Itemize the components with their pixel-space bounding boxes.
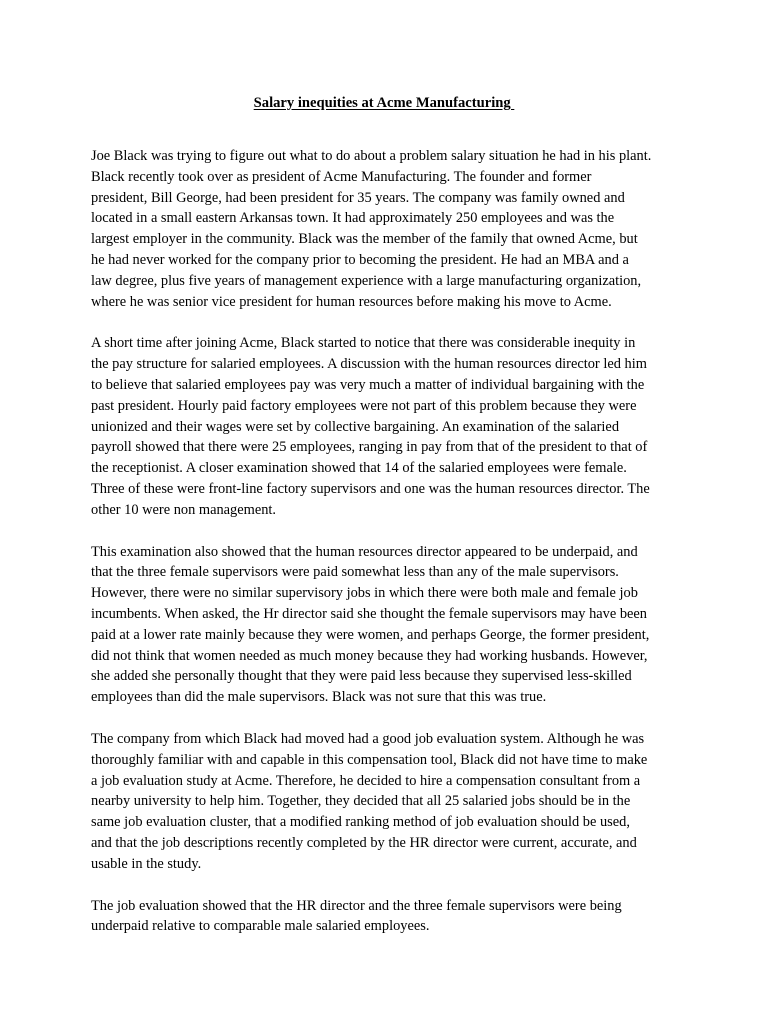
- paragraph-line: paid at a lower rate mainly because they were women, and perhaps George, the former president,: [91, 626, 650, 643]
- paragraph-line: law degree, plus five years of management experience with a large manufacturing organization,: [91, 272, 642, 289]
- paragraph-line: where he was senior vice president for human resources before making his move to Acme.: [91, 293, 612, 310]
- paragraph-line: the pay structure for salaried employees. A discussion with the human resources director led him: [91, 356, 647, 373]
- paragraph-line: Three of these were front-line factory supervisors and one was the human resources director. The: [91, 480, 650, 497]
- document-title-text: Salary inequities at Acme Manufacturing: [253, 95, 515, 111]
- paragraph-line: and that the job descriptions recently completed by the HR director were current, accurate, and: [91, 834, 637, 851]
- paragraph-line: president, Bill George, had been president for 35 years. The company was family owned and: [91, 189, 625, 206]
- paragraph-line: Black recently took over as president of Acme Manufacturing. The founder and former: [91, 168, 592, 185]
- paragraph-2: [91, 333, 691, 520]
- paragraph-line: employees than did the male supervisors. Black was not sure that this was true.: [91, 689, 547, 706]
- paragraph-line: Joe Black was trying to figure out what to do about a problem salary situation he had in his plant.: [91, 148, 652, 164]
- paragraph-line: located in a small eastern Arkansas town. It had approximately 250 employees and was the: [91, 210, 615, 227]
- paragraph-line: The company from which Black had moved had a good job evaluation system. Although he was: [91, 730, 645, 747]
- paragraph-line: to believe that salaried employees pay was very much a matter of individual bargaining with the: [91, 376, 645, 393]
- paragraph-line: did not think that women needed as much money because they had working husbands. However,: [91, 647, 648, 664]
- document-title: [0, 94, 768, 112]
- paragraph-line: However, there were no similar supervisory jobs in which there were both male and female job: [91, 585, 638, 602]
- paragraph-line: she added she personally thought that they were paid less because they supervised less-skilled: [91, 668, 632, 685]
- paragraph-line: past president. Hourly paid factory employees were not part of this problem because they were: [91, 397, 637, 414]
- paragraph-line: that the three female supervisors were paid somewhat less than any of the male supervisors.: [91, 564, 619, 581]
- paragraph-line: usable in the study.: [91, 855, 202, 872]
- paragraph-line: largest employer in the community. Black was the member of the family that owned Acme, but: [91, 231, 638, 248]
- paragraph-line: unionized and their wages were set by collective bargaining. An examination of the salaried: [91, 418, 620, 435]
- paragraph-line: The job evaluation showed that the HR director and the three female supervisors were being: [91, 897, 622, 914]
- paragraph-line: underpaid relative to comparable male salaried employees.: [91, 918, 430, 935]
- paragraph-line: other 10 were non management.: [91, 501, 277, 518]
- paragraph-3: [91, 542, 691, 708]
- paragraph-1: [91, 146, 691, 312]
- paragraph-line: thoroughly familiar with and capable in this compensation tool, Black did not have time to make: [91, 751, 648, 768]
- paragraph-line: incumbents. When asked, the Hr director said she thought the female supervisors may have been: [91, 605, 648, 622]
- paragraph-line: nearby university to help him. Together, they decided that all 25 salaried jobs should be in the: [91, 793, 631, 810]
- paragraph-line: A short time after joining Acme, Black started to notice that there was considerable inequity in: [91, 335, 636, 352]
- paragraph-4: [91, 729, 691, 875]
- paragraph-line: This examination also showed that the human resources director appeared to be underpaid, and: [91, 543, 638, 560]
- paragraph-line: the receptionist. A closer examination showed that 14 of the salaried employees were female.: [91, 460, 627, 477]
- paragraph-line: he had never worked for the company prior to becoming the president. He had an MBA and a: [91, 251, 629, 268]
- paragraph-line: payroll showed that there were 25 employees, ranging in pay from that of the president to that of: [91, 439, 648, 456]
- paragraph-line: same job evaluation cluster, that a modified ranking method of job evaluation should be used,: [91, 814, 630, 831]
- document-body: [91, 146, 691, 958]
- paragraph-line: a job evaluation study at Acme. Therefore, he decided to hire a compensation consultant from a: [91, 772, 641, 789]
- paragraph-5: [91, 896, 691, 938]
